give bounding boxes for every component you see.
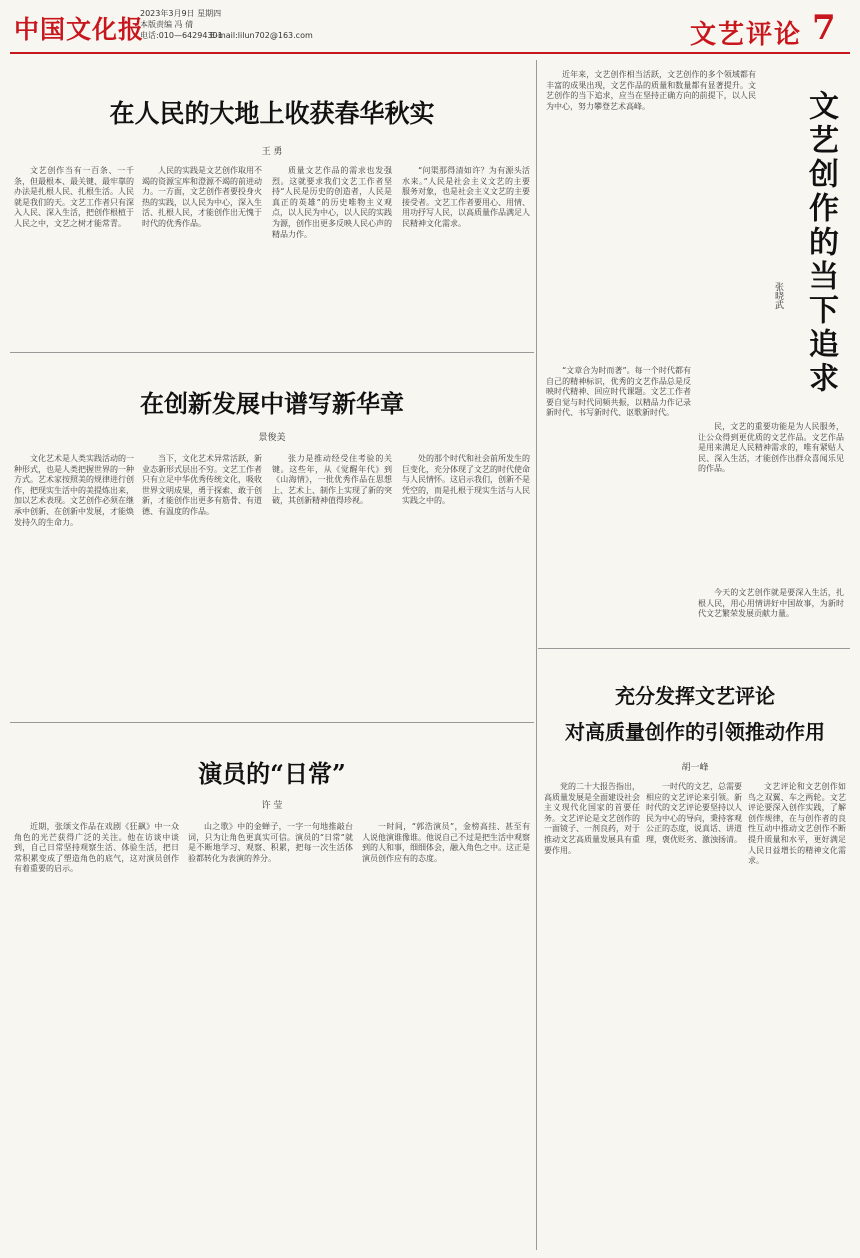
editor-line: 本版责编 冯 倩 xyxy=(140,20,194,29)
article-5-column: 文艺评论和文艺创作如鸟之双翼、车之两轮。文艺评论要深入创作实践，了解创作规律，在与创作者的良性互动中推动文艺创作不断提升质量和水平，更好满足人民日益增长的精神文化需求。 xyxy=(748,782,846,866)
newspaper-logo: 中国文化报 xyxy=(14,15,145,44)
article-divider xyxy=(10,352,534,353)
article-1-title: 在人民的大地上收获春华秋实 xyxy=(109,99,435,128)
article-3-column: 一时间，“郭浩演员”，金榜高挂、甚至有人说他演谁像谁。他说自己不过是把生活中观察到的人和事，细细体会，融入角色之中。这正是演员创作应有的态度。 xyxy=(362,822,530,863)
phone-line: 电话:010—64294301 xyxy=(140,31,223,40)
article-2-column: 处的那个时代和社会前所发生的巨变化，充分体现了文艺的时代使命与人民情怀。这启示我们，创新不是凭空的，而是扎根于现实生活与人民实践之中的。 xyxy=(402,454,530,506)
article-3 xyxy=(10,726,534,1250)
article-4-title: 文艺创作的当下追求 xyxy=(803,90,838,396)
article-1-column: 人民的实践是文艺创作取用不竭的资源宝库和澄源不竭的前进动力。一方面，文艺创作者要投身火热的实践，以人民为中心，深入生活、扎根人民，才能创作出无愧于时代的优秀作品。 xyxy=(142,166,262,228)
masthead-rule xyxy=(10,52,850,54)
masthead xyxy=(0,0,860,50)
article-5-column: 党的二十大报告指出，高质量发展是全面建设社会主义现代化国家的首要任务。文艺评论是文艺创作的一面镜子、一剂良药，对于推动文艺高质量发展具有重要作用。 xyxy=(544,782,640,855)
column-divider xyxy=(536,60,537,1250)
article-3-title: 演员的“日常” xyxy=(198,759,346,788)
article-4-column: 近年来，文艺创作相当活跃，文艺创作的多个领域都有丰富的成果出现，文艺作品的质量和数量都有显著提升。文艺创作的当下追求，应当在坚持正确方向的前提下，以人民为中心，努力攀登艺术高峰。 xyxy=(546,70,756,111)
article-1-column: 质量文艺作品的需求也发强烈。这就要求我们文艺工作者坚持“人民是历史的创造者，人民是真正的英雄”的历史唯物主义观点，以人民为中心，以人民的实践为源，创作出更多反映人民心声的精品力作。 xyxy=(272,166,392,239)
article-3-column: 近期，张颂文作品在戏剧《狂飙》中一众角色的光芒获得广泛的关注。他在访谈中谈到，自己日常坚持观察生活、体验生活，把日常积累变成了塑造角色的底气，这对演员创作有着重要的启示。 xyxy=(14,822,179,874)
article-3-author: 许 莹 xyxy=(261,801,283,811)
article-4-author: 张晓武 xyxy=(773,282,783,309)
article-5-title-line2: 对高质量创作的引领推动作用 xyxy=(565,720,825,744)
article-4-column: “文章合为时而著”。每一个时代都有自己的精神标识，优秀的文艺作品总是反映时代精神、回应时代课题。文艺工作者要自觉与时代同频共振，以精品力作记录新时代、书写新时代、讴歌新时代。 xyxy=(546,366,691,418)
article-4-column: 今天的文艺创作就是要深入生活，扎根人民，用心用情讲好中国故事，为新时代文艺繁荣发展贡献力量。 xyxy=(698,588,844,619)
article-2-author: 景俊美 xyxy=(258,433,286,443)
article-2-column: 张力是推动经受住考验的关键。这些年，从《觉醒年代》到《山海情》，一批优秀作品在思想上、艺术上、制作上实现了新的突破，其创新精神值得珍视。 xyxy=(272,454,392,506)
article-4 xyxy=(540,60,850,646)
article-5-title-line1: 充分发挥文艺评论 xyxy=(615,684,775,708)
article-4-column: 民，文艺的重要功能是为人民服务，让公众得到更优质的文艺作品。文艺作品是用来满足人民精神需求的，唯有紧贴人民、深入生活，才能创作出群众喜闻乐见的作品。 xyxy=(698,422,844,474)
article-5 xyxy=(540,652,850,1250)
article-2-column: 文化艺术是人类实践活动的一种形式，也是人类把握世界的一种方式。艺术家按照美的规律进行创作，把现实生活中的美提炼出来，加以艺术表现。文艺创作必须在继承中创新、在创新中发展，才能焕发持久的生命力。 xyxy=(14,454,134,527)
section-title: 文艺评论 xyxy=(690,20,803,50)
article-3-column: 山之歌》中的金蝉子，一字一句地推敲台词，只为让角色更真实可信。演员的“日常”就是不断地学习、观察、积累，把每一次生活体验都转化为表演的养分。 xyxy=(188,822,353,863)
article-2-title: 在创新发展中谱写新华章 xyxy=(140,389,404,418)
article-1-column: “问渠那得清如许？为有源头活水来。”人民是社会主义文艺的主要服务对象，也是社会主义文艺的主要接受者。文艺工作者要用心、用情、用功抒写人民，以高质量作品满足人民精神文化需求。 xyxy=(402,166,530,228)
article-2-column: 当下，文化艺术异常活跃，新业态新形式层出不穷。文艺工作者只有立足中华优秀传统文化，吸收世界文明成果，勇于探索、敢于创新，才能创作出更多有筋骨、有道德、有温度的作品。 xyxy=(142,454,262,516)
article-2 xyxy=(10,356,534,718)
article-divider xyxy=(10,722,534,723)
article-1-column: 文艺创作当有一百条、一千条，但最根本、最关键、最牢靠的办法是扎根人民、扎根生活。人民就是我们的天。文艺工作者只有深入人民、深入生活，把创作根植于人民之中，文艺之树才能常青。 xyxy=(14,166,134,228)
article-1-author: 王 勇 xyxy=(261,147,283,157)
article-5-author: 胡一峰 xyxy=(681,763,709,773)
article-1 xyxy=(10,60,534,350)
email-line: E-mail:lilun702@163.com xyxy=(210,31,313,40)
article-5-column: 一时代的文艺，总需要相应的文艺评论来引领。新时代的文艺评论要坚持以人民为中心的导向，秉持客观公正的态度，说真话、讲道理，褒优贬劣、激浊扬清。 xyxy=(646,782,742,844)
date-line: 2023年3月9日 星期四 xyxy=(140,9,222,18)
article-divider xyxy=(538,648,850,649)
page-number: 7 xyxy=(812,8,836,48)
